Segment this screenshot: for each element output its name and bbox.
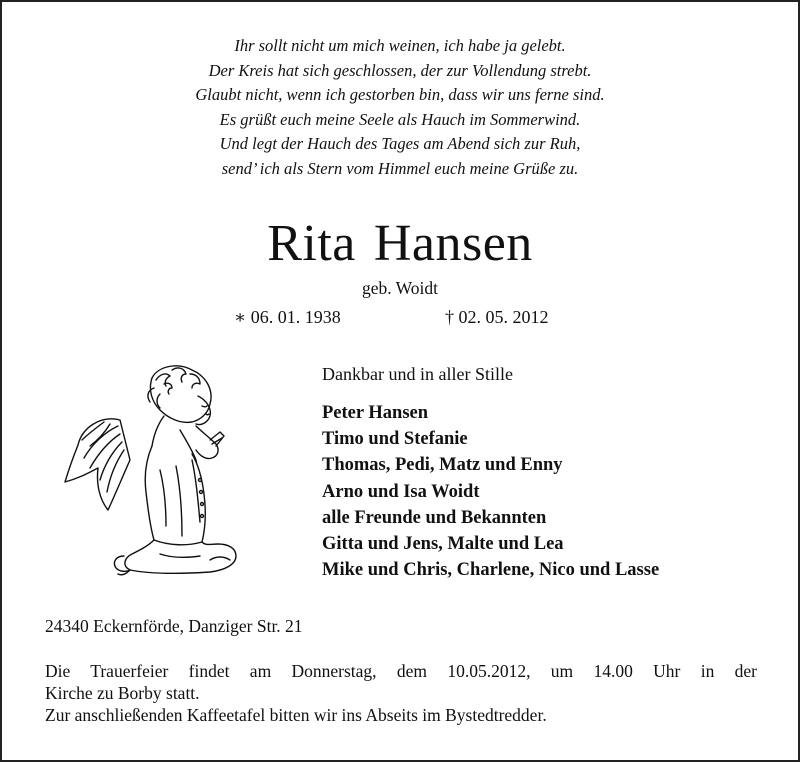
mourner-entry: Thomas, Pedi, Matz und Enny (322, 455, 563, 476)
funeral-line: Die Trauerfeier findet am Donnerstag, dem 10.05.2012, um 14.00 Uhr in der (45, 661, 757, 681)
poem-line: Ihr sollt nicht um mich weinen, ich habe ja gelebt. (234, 36, 566, 55)
thanks-line: Dankbar und in aller Stille (322, 364, 513, 384)
poem (0, 34, 800, 182)
birth-date: ∗ 06. 01. 1938 (234, 307, 341, 327)
praying-angel-icon (60, 360, 250, 585)
poem-line: Es grüßt euch meine Seele als Hauch im Sommerwind. (219, 109, 581, 129)
death-date: † 02. 05. 2012 (445, 307, 549, 327)
poem-line: Glaubt nicht, wenn ich gestorben bin, dass wir uns ferne sind. (195, 85, 605, 105)
last-name: Hansen (373, 215, 533, 272)
deceased-name (0, 208, 800, 280)
poem-line: Der Kreis hat sich geschlossen, der zur Vollendung strebt. (208, 60, 592, 80)
poem-line: Und legt der Hauch des Tages am Abend sich zur Ruh, (219, 134, 581, 154)
mourner-entry: Mike und Chris, Charlene, Nico und Lasse (322, 560, 660, 581)
mourners-list (322, 400, 659, 583)
mourner-entry: alle Freunde und Bekannten (322, 507, 547, 528)
maiden-name: geb. Woidt (361, 278, 439, 298)
funeral-notice (45, 660, 757, 726)
mourner-entry: Timo und Stefanie (322, 429, 468, 450)
family-address: 24340 Eckernförde, Danziger Str. 21 (45, 616, 303, 636)
mourner-entry: Arno und Isa Woidt (322, 481, 480, 502)
mourner-entry: Gitta und Jens, Malte und Lea (322, 534, 564, 555)
funeral-line: Zur anschließenden Kaffeetafel bitten wir ins Abseits im Bystedtredder. (45, 705, 547, 725)
first-name: Rita (267, 215, 356, 272)
funeral-line: Kirche zu Borby statt. (45, 683, 200, 703)
mourner-entry: Peter Hansen (322, 403, 429, 423)
poem-line: send’ ich als Stern vom Himmel euch meine Grüße zu. (221, 158, 579, 178)
